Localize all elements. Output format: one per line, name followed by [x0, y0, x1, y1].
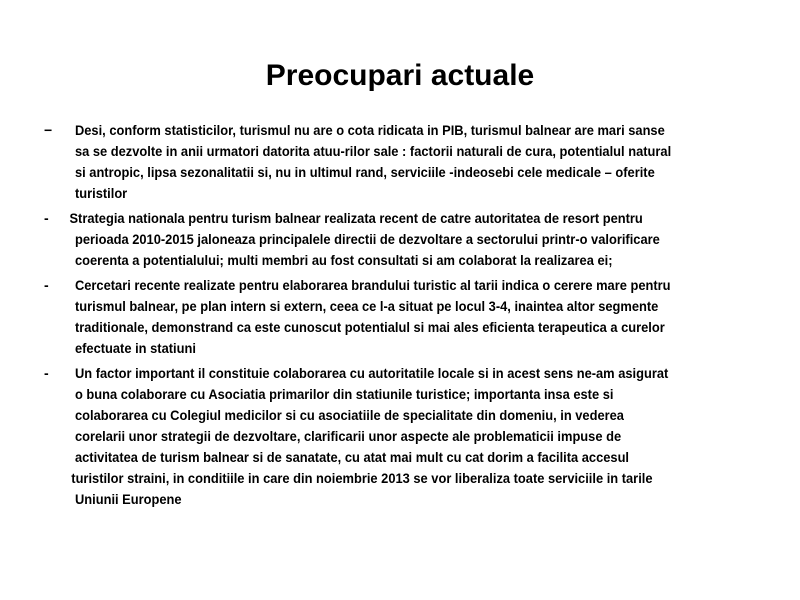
bullet-text-line: o buna colaborare cu Asociatia primarilor din statiunile turistice; importanta insa este si — [74, 386, 614, 402]
bullet-text-line: efectuate in statiuni — [74, 340, 196, 356]
bullet-item — [40, 120, 760, 204]
bullet-text-line: turistilor straini, in conditiile in care din noiembrie 2013 se vor liberaliza toate serviciile in tarile — [71, 470, 653, 486]
bullet-text-line: Cercetari recente realizate pentru elaborarea brandului turistic al tarii indica o cerere mare pentru — [74, 277, 671, 293]
bullet-item — [40, 208, 760, 271]
bullet-text-line: traditionale, demonstrand ca este cunoscut potentialul si mai ales eficienta terapeutica a curelor — [74, 319, 665, 335]
bullet-marker: - — [44, 210, 49, 226]
bullet-text-line: activitatea de turism balnear si de sanatate, cu atat mai mult cu cat dorim a facilita accesul — [74, 449, 630, 465]
bullet-text-line: colaborarea cu Colegiul medicilor si cu asociatiile de specialitate din domeniu, in vederea — [74, 407, 624, 423]
bullet-text-line: Un factor important il constituie colaborarea cu autoritatile locale si in acest sens ne-am asigurat — [74, 365, 669, 381]
bullet-text-line: turistilor — [74, 185, 128, 201]
bullet-text-line: turismul balnear, pe plan intern si extern, ceea ce l-a situat pe locul 3-4, inaintea altor segmente — [74, 298, 659, 314]
bullet-text-line: sa se dezvolte in anii urmatori datorita atuu-rilor sale : factorii naturali de cura, potentialul natural — [74, 143, 672, 159]
bullet-text-line: Uniunii Europene — [74, 491, 182, 507]
bullet-marker: - — [44, 365, 49, 381]
bullet-text-line: Desi, conform statisticilor, turismul nu are o cota ridicata in PIB, turismul balnear are mari sanse — [74, 122, 665, 138]
bullet-item — [40, 275, 760, 359]
bullet-text-line: coerenta a potentialului; multi membri au fost consultati si am colaborat la realizarea ei; — [74, 252, 613, 268]
bullet-text-line: Strategia nationala pentru turism balnear realizata recent de catre autoritatea de resort pentru — [69, 210, 643, 226]
bullet-list — [40, 120, 760, 514]
bullet-marker: - — [44, 277, 49, 293]
bullet-text-line: perioada 2010-2015 jaloneaza principalele directii de dezvoltare a sectorului printr-o valorificare — [74, 231, 660, 247]
bullet-item — [40, 363, 760, 510]
slide-title: Preocupari actuale — [265, 59, 535, 92]
bullet-text-line: si antropic, lipsa sezonalitatii si, nu in ultimul rand, serviciile -indeosebi cele medicale – oferite — [74, 164, 655, 180]
bullet-text-line: corelarii unor strategii de dezvoltare, clarificarii unor aspecte ale problematicii impuse de — [74, 428, 622, 444]
bullet-marker: − — [44, 122, 53, 138]
